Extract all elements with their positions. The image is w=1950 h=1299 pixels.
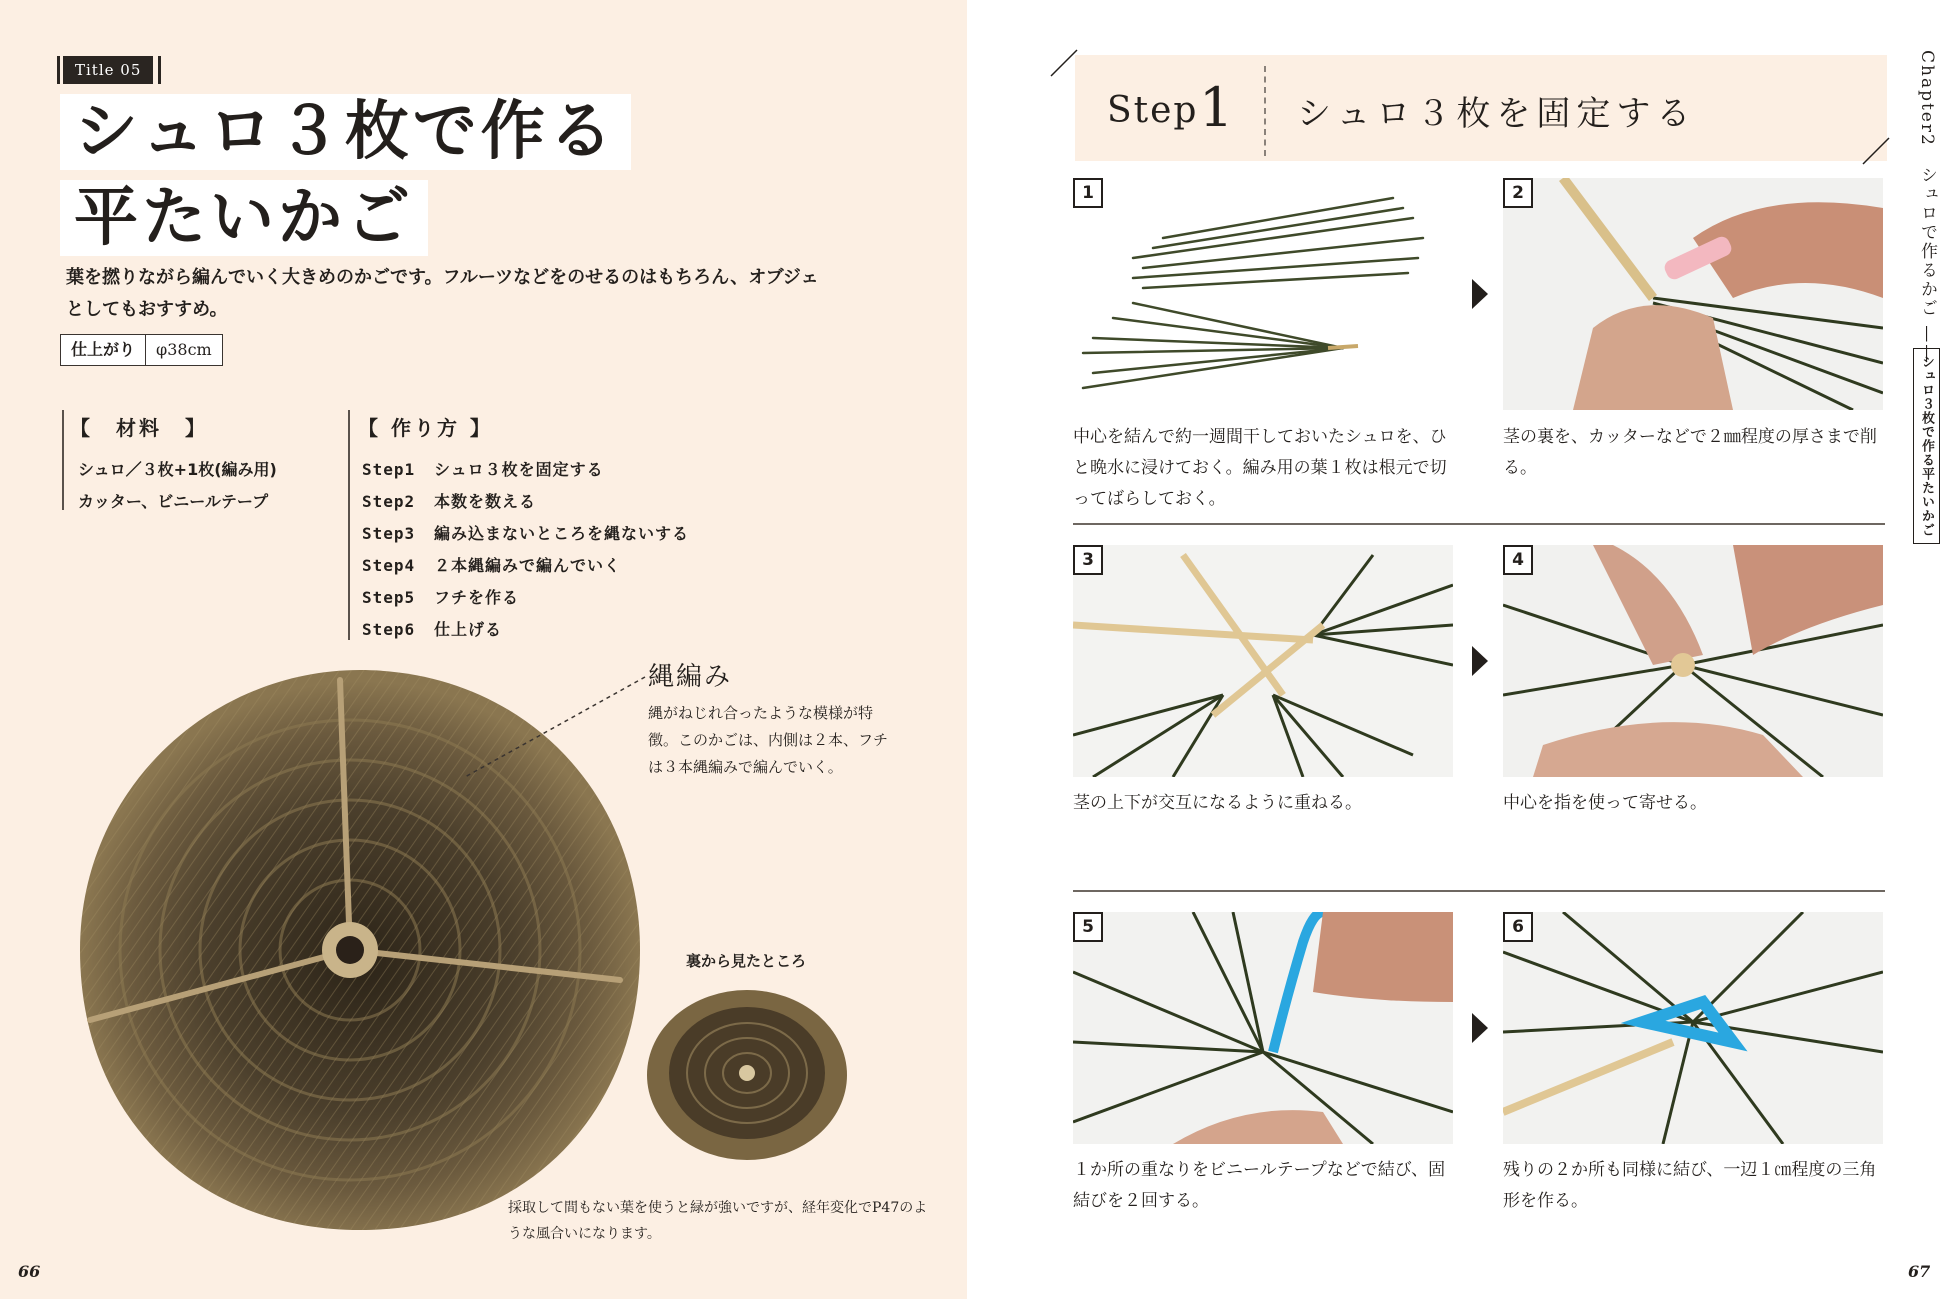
- step-caption-1: 中心を結んで約一週間干しておいたシュロを、ひと晩水に浸けておく。編み用の葉１枚は根元で切ってばらしておく。: [1073, 427, 1447, 509]
- method-item: Step1 シュロ３枚を固定する: [362, 460, 604, 479]
- photo-number: 6: [1503, 912, 1533, 942]
- page-number-left: 66: [18, 1262, 41, 1281]
- step-caption-5: １か所の重なりをビニールテープなどで結び、固結びを２回する。: [1073, 1160, 1446, 1211]
- photo-number: 5: [1073, 912, 1103, 942]
- method-item: Step2 本数を数える: [362, 492, 537, 511]
- step-photo-3: [1073, 545, 1453, 777]
- step-photo-2: [1503, 178, 1883, 410]
- photo-number: 4: [1503, 545, 1533, 575]
- row-divider: [1073, 890, 1885, 892]
- tag-bar-left: [57, 56, 60, 84]
- back-view-label: 裏から見たところ: [686, 952, 807, 970]
- materials-rule: [62, 410, 64, 510]
- material-item: シュロ／３枚+1枚(編み用): [78, 460, 277, 479]
- method-heading: 【 作り方 】: [358, 416, 493, 440]
- callout-text: 縄がねじれ合ったような模様が特徴。このかごは、内側は２本、フチは３本縄編みで編んでいく。: [648, 704, 889, 776]
- title-tag: Title 05: [63, 56, 153, 84]
- photo-number: 2: [1503, 178, 1533, 208]
- next-arrow-icon: [1472, 279, 1488, 309]
- photo-number: 3: [1073, 545, 1103, 575]
- next-arrow-icon: [1472, 1013, 1488, 1043]
- small-basket-photo: [642, 985, 852, 1165]
- photo-number: 1: [1073, 178, 1103, 208]
- step-number: 1: [1199, 76, 1234, 139]
- tag-bar-right: [158, 56, 161, 84]
- page-title-line1: シュロ３枚で作る: [60, 94, 631, 170]
- step-header-slash-bottom: [1861, 136, 1891, 166]
- materials-list: [78, 454, 277, 518]
- finished-size: [60, 334, 223, 366]
- step-title: シュロ３枚を固定する: [1297, 94, 1697, 134]
- finished-size-label: 仕上がり: [61, 335, 146, 365]
- right-page: [967, 0, 1950, 1299]
- page-title-line2: 平たいかご: [60, 180, 428, 256]
- step-photo-1: [1073, 178, 1453, 410]
- next-arrow-icon: [1472, 646, 1488, 676]
- method-rule: [348, 410, 350, 640]
- step-caption-4: 中心を指を使って寄せる。: [1503, 793, 1707, 813]
- step-caption-2: 茎の裏を、カッターなどで２㎜程度の厚さまで削る。: [1503, 427, 1877, 478]
- page-number-right: 67: [1908, 1262, 1931, 1281]
- method-list: [362, 454, 689, 646]
- method-item: Step5 フチを作る: [362, 588, 520, 607]
- materials-heading: 【 材料 】: [70, 416, 208, 440]
- material-item: カッター、ビニールテープ: [78, 492, 269, 511]
- step-label: Step: [1107, 90, 1199, 131]
- chapter-running-head: Chapter2 シュロで作るかご ——: [1917, 50, 1937, 364]
- callout-title: 縄編み: [648, 662, 733, 692]
- step-photo-4: [1503, 545, 1883, 777]
- method-item: Step3 編み込まないところを縄ないする: [362, 524, 690, 543]
- step-caption-6: 残りの２か所も同様に結び、一辺１㎝程度の三角形を作る。: [1503, 1160, 1877, 1211]
- basket-caption: 採取して間もない葉を使うと緑が強いですが、経年変化でP47のような風合いになります。: [508, 1200, 928, 1242]
- step-photo-5: [1073, 912, 1453, 1144]
- left-page: [0, 0, 967, 1299]
- finished-size-value: φ38cm: [156, 340, 212, 359]
- row-divider: [1073, 523, 1885, 525]
- method-item: Step4 ２本縄編みで編んでいく: [362, 556, 622, 575]
- method-item: Step6 仕上げる: [362, 620, 503, 639]
- chapter-subtitle-box: シュロ３枚で作る平たいかご: [1913, 348, 1940, 544]
- lead-text: 葉を撚りながら編んでいく大きめのかごです。フルーツなどをのせるのはもちろん、オブジェとしてもおすすめ。: [66, 267, 819, 320]
- callout-leader: [460, 672, 650, 782]
- step-divider: [1264, 66, 1266, 156]
- step-photo-6: [1503, 912, 1883, 1144]
- step-caption-3: 茎の上下が交互になるように重ねる。: [1073, 793, 1362, 813]
